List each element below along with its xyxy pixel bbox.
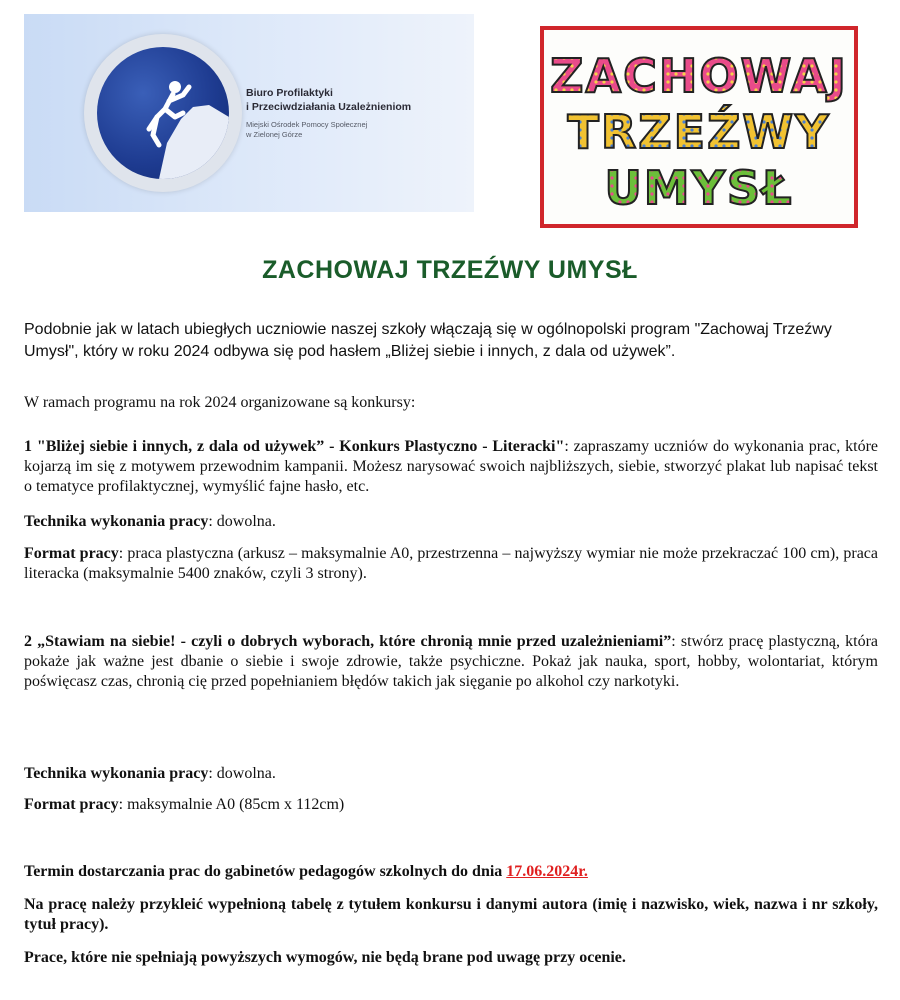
contest-1-format — [24, 544, 878, 584]
zachowaj-trzezwy-umysl-logo — [540, 26, 858, 228]
contest-1-description — [24, 437, 878, 497]
mops-logo-banner — [24, 14, 474, 212]
contest-2-text: : stwórz pracę plastyczną, która pokaże jak ważne jest dbanie o siebie i swoje zdrowie, także psychiczne. Pokaż jak nauka, sport, hobby, wolontariat, którym poświęcasz czas, chronią cię przed popełnianiem błędów takich jak sięganie po alkohol czy narkotyki. — [24, 633, 878, 690]
lead-paragraph: W ramach programu na rok 2024 organizowane są konkursy: — [24, 394, 416, 411]
contest-1-technique — [24, 512, 878, 532]
contest-2-technique-value: : dowolna. — [208, 765, 276, 782]
logo-word-3: UMYSŁ — [604, 161, 794, 215]
contest-2-technique-label: Technika wykonania pracy — [24, 765, 209, 782]
logo-text — [246, 86, 411, 140]
deadline-date: 17.06.2024r. — [506, 863, 588, 880]
page-title: ZACHOWAJ TRZEŹWY UMYSŁ — [262, 256, 638, 284]
contest-2-format-value: : maksymalnie A0 (85cm x 112cm) — [118, 796, 345, 813]
logo-word-2: TRZEŹWY — [567, 105, 831, 159]
contest-1-technique-value: : dowolna. — [208, 513, 276, 530]
notice-label-requirement: Na pracę należy przykleić wypełnioną tabelę z tytułem konkursu i danymi autora (imię i nazwisko, wiek, nazwa i nr szkoły, tytuł pracy). — [24, 896, 878, 933]
contest-1-text: : zapraszamy uczniów do wykonania prac, które kojarzą im się z motywem przewodnim kampanii. Możesz narysować swoich najbliższych, siebie, stworzyć plakat lub napisać tekst o tematyce profilaktycznej, wymyślić fajne hasło, etc. — [24, 438, 878, 495]
deadline-line — [24, 862, 878, 882]
contest-2-technique — [24, 764, 878, 784]
deadline-text: Termin dostarczania prac do gabinetów pedagogów szkolnych do dnia — [24, 863, 507, 880]
contest-1-technique-label: Technika wykonania pracy — [24, 513, 209, 530]
contest-1-format-value: : praca plastyczna (arkusz – maksymalnie A0, przestrzenna – najwyższy wymiar nie może przekraczać 100 cm), praca literacka (maksymalnie 5400 znaków, czyli 3 strony). — [24, 545, 879, 582]
contest-2-description — [24, 632, 878, 692]
logo-title: Biuro Profilaktyki i Przeciwdziałania Uzależnieniom — [246, 87, 412, 113]
logo-word-1: ZACHOWAJ — [550, 49, 848, 103]
contest-1-heading: 1 "Bliżej siebie i innych, z dala od używek” - Konkurs Plastyczno - Literacki" — [24, 438, 565, 455]
notice-requirements-warning: Prace, które nie spełniają powyższych wymogów, nie będą brane pod uwagę przy ocenie. — [24, 949, 626, 966]
contest-1-format-label: Format pracy — [24, 545, 119, 562]
contest-2-heading: 2 „Stawiam na siebie! - czyli o dobrych wyborach, które chronią mnie przed uzależnieniami” — [24, 633, 672, 650]
logo-subtitle: Miejski Ośrodek Pomocy Społecznej w Zielonej Górze — [246, 120, 368, 139]
contest-2-format-label: Format pracy — [24, 796, 119, 813]
contest-2-format — [24, 795, 878, 815]
climber-icon — [97, 47, 229, 179]
intro-paragraph: Podobnie jak w latach ubiegłych uczniowie naszej szkoły włączają się w ogólnopolski program "Zachowaj Trzeźwy Umysł", który w roku 2024 odbywa się pod hasłem „Bliżej siebie i innych, z dala od używek”. — [24, 321, 832, 360]
